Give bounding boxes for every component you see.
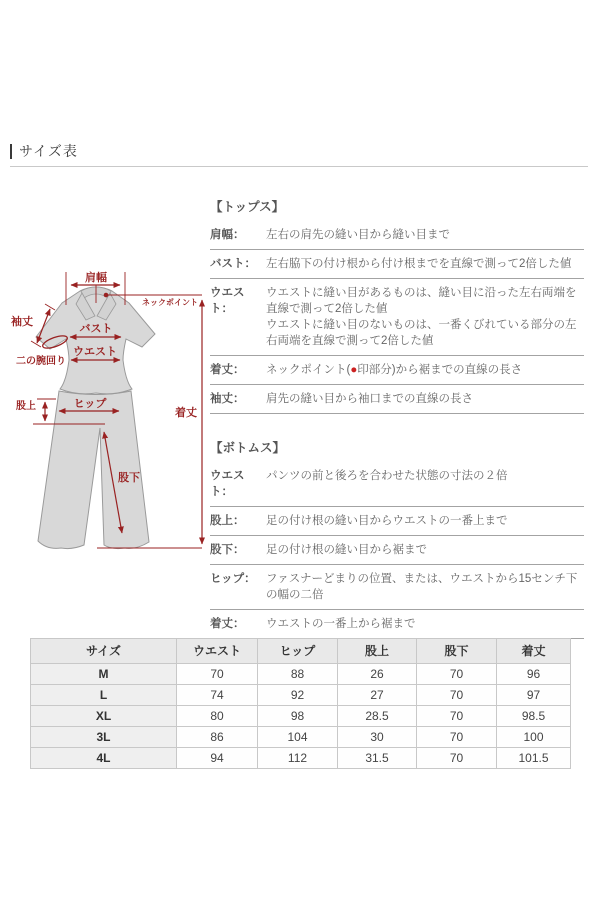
definition-line: パンツの前と後ろを合わせた状態の寸法の２倍 <box>266 470 508 482</box>
pants-shape <box>38 391 149 549</box>
definition-line: 左右の肩先の縫い目から縫い目まで <box>266 229 450 241</box>
definition-description <box>266 571 584 603</box>
definitions-bottoms-section <box>210 438 584 639</box>
value-cell: 70 <box>417 685 497 706</box>
shirt-shape <box>36 287 155 394</box>
inseam-label: 股下 <box>118 472 140 484</box>
value-cell: 70 <box>417 727 497 748</box>
definition-row-waist-tops <box>210 279 584 356</box>
definition-row-length-tops <box>210 356 584 385</box>
definition-description <box>266 542 584 558</box>
value-cell: 26 <box>338 664 417 685</box>
definition-line-part: 印部分)から裾までの直線の長さ <box>357 364 523 376</box>
value-cell: 30 <box>338 727 417 748</box>
neck-point-dot <box>104 293 109 298</box>
column-header-waist: ウエスト <box>177 639 258 664</box>
sleeve-tick-bottom <box>31 341 41 347</box>
value-cell: 70 <box>417 664 497 685</box>
definition-line: ウエストに縫い目のないものは、一番くびれている部分の左右両端を直線で測って2倍した値 <box>266 319 577 347</box>
column-header-rise: 股上 <box>338 639 417 664</box>
definition-line: 左右脇下の付け根から付け根までを直線で測って2倍した値 <box>266 258 572 270</box>
shoulder-width-label: 肩幅 <box>85 272 107 284</box>
value-cell: 112 <box>258 748 338 769</box>
garment-measurement-diagram <box>5 258 210 583</box>
definition-line: ファスナーどまりの位置、または、ウエストから15センチ下の幅の二倍 <box>266 573 578 601</box>
value-cell: 94 <box>177 748 258 769</box>
definition-label: ヒップ： <box>210 573 256 585</box>
definition-line: ウエストに縫い目があるものは、縫い目に沿った左右両端を直線で測って2倍した値 <box>266 287 577 315</box>
value-cell: 101.5 <box>497 748 571 769</box>
value-cell: 96 <box>497 664 571 685</box>
value-cell: 70 <box>177 664 258 685</box>
definition-description <box>266 616 584 632</box>
definition-description <box>266 227 584 243</box>
definition-row-inseam <box>210 536 584 565</box>
table-row <box>31 664 571 685</box>
tops-section-title: 【トップス】 <box>210 200 285 214</box>
title-accent-bar <box>10 144 12 159</box>
value-cell: 27 <box>338 685 417 706</box>
value-cell: 28.5 <box>338 706 417 727</box>
definition-line: 肩先の縫い目から袖口までの直線の長さ <box>266 393 473 405</box>
neck-point-label: ネックポイント <box>142 298 198 307</box>
definition-row-waist-bottoms <box>210 462 584 507</box>
definition-label: 着丈： <box>210 364 245 376</box>
bottoms-section-title: 【ボトムス】 <box>210 441 286 455</box>
definition-line-part: ネックポイント( <box>266 364 351 376</box>
definition-row-length-bottoms <box>210 610 584 639</box>
page-title <box>10 141 78 161</box>
rise-label: 股上 <box>16 401 36 412</box>
value-cell: 70 <box>417 706 497 727</box>
value-cell: 98 <box>258 706 338 727</box>
waist-label: ウエスト <box>73 346 117 358</box>
definition-description <box>266 285 584 349</box>
column-header-length: 着丈 <box>497 639 571 664</box>
table-row <box>31 748 571 769</box>
definition-label: 袖丈： <box>210 393 245 405</box>
column-header-inseam: 股下 <box>417 639 497 664</box>
definition-label: 股下： <box>210 544 245 556</box>
value-cell: 80 <box>177 706 258 727</box>
definition-row-hip <box>210 565 584 610</box>
size-table <box>30 638 571 769</box>
size-cell: L <box>31 685 177 706</box>
upper-arm-label: 二の腕回り <box>16 356 66 367</box>
page-title-text: サイズ表 <box>19 143 78 159</box>
value-cell: 97 <box>497 685 571 706</box>
value-cell: 31.5 <box>338 748 417 769</box>
neck-point-mark: ● <box>350 364 358 376</box>
value-cell: 70 <box>417 748 497 769</box>
definition-description <box>266 468 584 484</box>
bust-label: バスト <box>79 323 113 335</box>
definition-description <box>266 513 584 529</box>
sleeve-length-label: 袖丈 <box>11 316 33 328</box>
size-table-header-row <box>31 639 571 664</box>
value-cell: 98.5 <box>497 706 571 727</box>
value-cell: 104 <box>258 727 338 748</box>
definition-line: 足の付け根の縫い目からウエストの一番上まで <box>266 515 508 527</box>
title-divider <box>10 166 588 167</box>
value-cell: 86 <box>177 727 258 748</box>
value-cell: 100 <box>497 727 571 748</box>
hip-label: ヒップ <box>73 398 107 410</box>
definition-label: 着丈： <box>210 618 245 630</box>
value-cell: 74 <box>177 685 258 706</box>
definition-label: バスト： <box>210 258 256 270</box>
table-row <box>31 685 571 706</box>
definition-row-shoulder <box>210 221 584 250</box>
definition-description <box>266 391 584 407</box>
size-cell: 4L <box>31 748 177 769</box>
definition-label: ウエスト： <box>210 470 245 498</box>
definition-row-rise <box>210 507 584 536</box>
definition-line: ウエストの一番上から裾まで <box>266 618 416 630</box>
definition-label: ウエスト： <box>210 287 245 315</box>
definitions-tops-section <box>210 197 584 414</box>
definition-row-sleeve <box>210 385 584 414</box>
definition-label: 肩幅： <box>210 229 245 241</box>
size-cell: M <box>31 664 177 685</box>
column-header-size: サイズ <box>31 639 177 664</box>
size-cell: XL <box>31 706 177 727</box>
length-label: 着丈 <box>175 407 197 419</box>
definition-label: 股上： <box>210 515 245 527</box>
size-cell: 3L <box>31 727 177 748</box>
definition-line: 足の付け根の縫い目から裾まで <box>266 544 427 556</box>
table-row <box>31 727 571 748</box>
table-row <box>31 706 571 727</box>
column-header-hip: ヒップ <box>258 639 338 664</box>
definition-description <box>266 362 584 378</box>
value-cell: 92 <box>258 685 338 706</box>
measurement-definitions <box>210 197 584 639</box>
definition-description <box>266 256 584 272</box>
definition-row-bust <box>210 250 584 279</box>
value-cell: 88 <box>258 664 338 685</box>
